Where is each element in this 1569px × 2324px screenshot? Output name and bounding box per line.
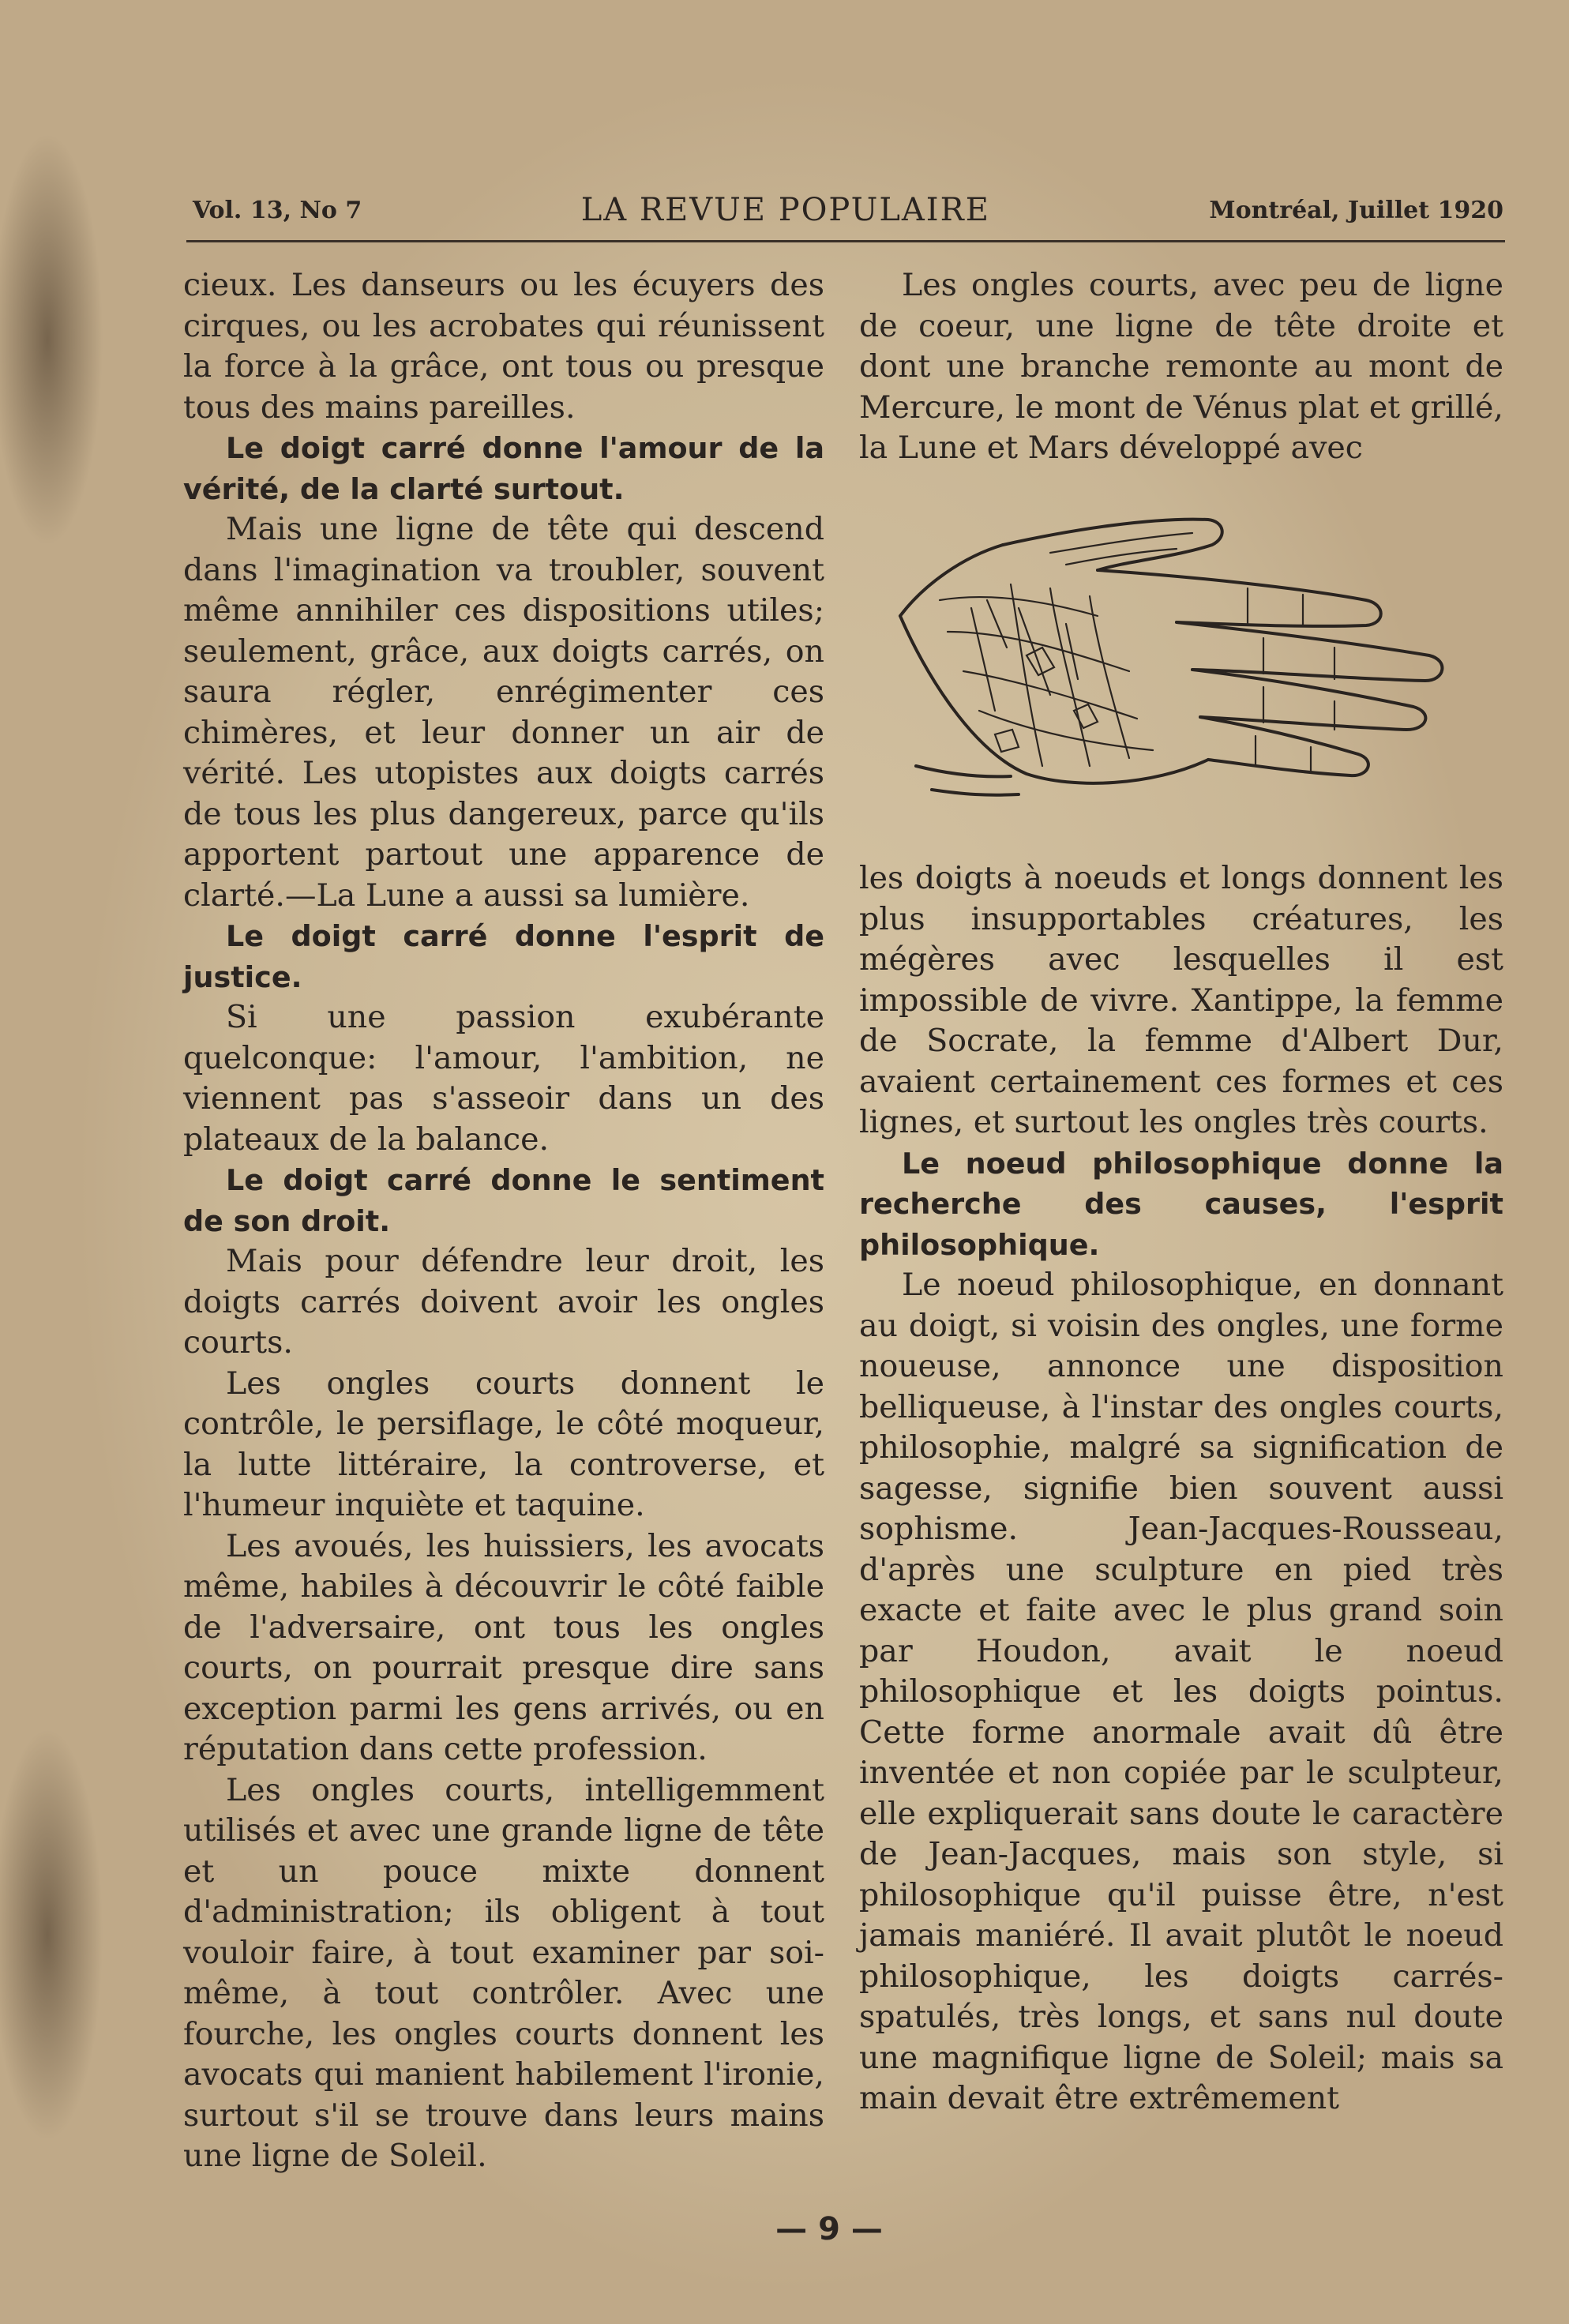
paragraph: Les ongles courts, intelligemment utilisés et avec une grande ligne de tête et un pouce mixte donnent d'administration; ils obligent à tout vouloir faire, à tout examiner par soi-même, à tout contrôler. Avec une fourche, les ongles courts donnent les avocats qui manient habilement l'ironie, surtout s'il se trouve dans leurs mains une ligne de Soleil. [183, 1771, 824, 2174]
publication-title: LA REVUE POPULAIRE [580, 192, 990, 228]
issue-date: Montréal, Juillet 1920 [1209, 196, 1503, 224]
right-column-bottom [859, 858, 1503, 2119]
section-heading: Le doigt carré donne l'esprit de justice. [183, 919, 824, 994]
paragraph: cieux. Les danseurs ou les écuyers des cirques, ou les acrobates qui réunissent la force à la grâce, ont tous ou presque tous des mains pareilles. [183, 267, 824, 426]
paragraph: Les ongles courts, avec peu de ligne de coeur, une ligne de tête droite et dont une branche remonte au mont de Mercure, le mont de Vénus plat et grillé, la Lune et Mars développé avec [859, 267, 1503, 466]
paragraph: les doigts à noeuds et longs donnent les plus insupportables créatures, les mégères avec lesquelles il est impossible de vivre. Xantippe, la femme de Socrate, la femme d'Albert Dur, avaient certainement ces formes et ces lignes, et surtout les ongles très courts. [859, 860, 1503, 1140]
section-heading: Le doigt carré donne l'amour de la vérité, de la clarté surtout. [183, 431, 824, 506]
paragraph: Le noeud philosophique, en donnant au doigt, si voisin des ongles, une forme noueuse, annonce une disposition belliqueuse, à l'instar des ongles courts, philosophie, malgré sa signification de sagesse, signifie bien souvent aussi sophisme. Jean-Jacques-Rousseau, d'après une sculpture en pied très exacte et faite avec le plus grand soin par Houdon, avait le noeud philosophique et les doigts pointus. Cette forme anormale avait dû être inventée et non copiée par le sculpteur, elle expliquerait sans doute le caractère de Jean-Jacques, mais son style, si philosophique qu'il puisse être, n'est jamais maniéré. Il avait plutôt le noeud philosophique, les doigts carrés-spatulés, très longs, et sans nul doute une magnifique ligne de Soleil; mais sa main devait être extrêmement [859, 1267, 1503, 2116]
right-column-top [859, 265, 1503, 469]
paragraph: Mais pour défendre leur droit, les doigts carrés doivent avoir les ongles courts. [183, 1243, 824, 1361]
hand-illustration [892, 513, 1453, 829]
header-rule [186, 240, 1505, 242]
page-number: — 9 — [775, 2211, 883, 2247]
paragraph: Les ongles courts donnent le contrôle, le persiflage, le côté moqueur, la lutte littéraire, la controverse, et l'humeur inquiète et taquine. [183, 1365, 824, 1523]
paragraph: Si une passion exubérante quelconque: l'amour, l'ambition, ne viennent pas s'asseoir dans un des plateaux de la balance. [183, 999, 824, 1158]
paragraph: Les avoués, les huissiers, les avocats même, habiles à découvrir le côté faible de l'adversaire, ont tous les ongles courts, on pourrait presque dire sans exception parmi les gens arrivés, ou en réputation dans cette profession. [183, 1527, 824, 1767]
section-heading: Le doigt carré donne le sentiment de son droit. [183, 1163, 824, 1238]
left-column [183, 265, 824, 2177]
volume-number: Vol. 13, No 7 [193, 196, 362, 224]
hand-drawing-icon [892, 513, 1453, 829]
section-heading: Le noeud philosophique donne la recherche des causes, l'esprit philosophique. [859, 1146, 1503, 1262]
paragraph: Mais une ligne de tête qui descend dans l'imagination va troubler, souvent même annihiler ces dispositions utiles; seulement, grâce, aux doigts carrés, on saura régler, enrégimenter ces chimères, et leur donner un air de vérité. Les utopistes aux doigts carrés de tous les plus dangereux, parce qu'ils apportent partout une apparence de clarté.—La Lune a aussi sa lumière. [183, 511, 824, 914]
page-header [193, 186, 1503, 234]
